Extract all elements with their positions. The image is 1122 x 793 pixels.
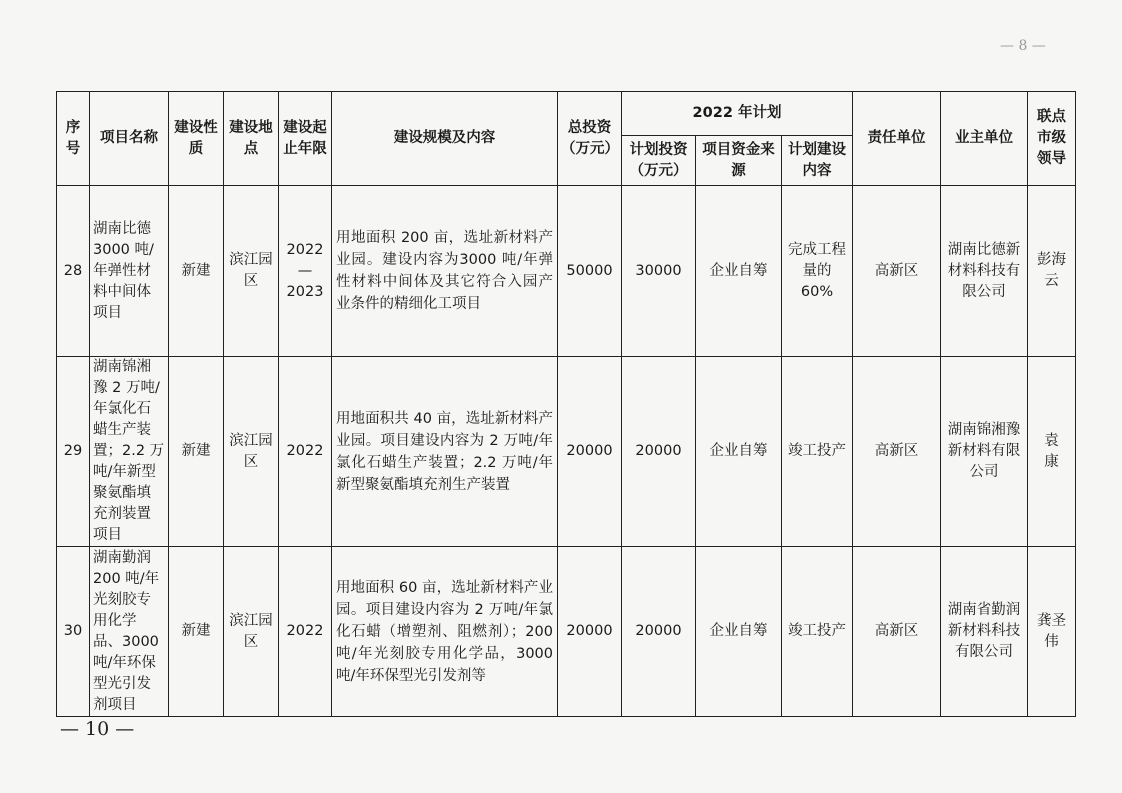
- row-location: 滨江园区: [224, 186, 279, 357]
- row-period: 2022—2023: [279, 186, 332, 357]
- page-number: — 10 —: [60, 718, 135, 740]
- header-plan-2022: 2022 年计划: [622, 92, 853, 136]
- header-fund-source: 项目资金来源: [696, 136, 782, 186]
- row-name: 湖南比德3000 吨/年弹性材料中间体项目: [90, 186, 169, 357]
- row-leader: 龚圣伟: [1028, 547, 1076, 717]
- row-total: 20000: [558, 547, 622, 717]
- header-plan-content: 计划建设内容: [782, 136, 853, 186]
- header-nature: 建设性质: [169, 92, 224, 186]
- row-fund-source: 企业自筹: [696, 186, 782, 357]
- project-table: [56, 91, 1076, 717]
- row-owner-unit: 湖南比德新材料科技有限公司: [941, 186, 1028, 357]
- row-resp-unit: 高新区: [853, 357, 941, 547]
- row-plan-invest: 20000: [622, 357, 696, 547]
- row-nature: 新建: [169, 547, 224, 717]
- row-plan-content: 竣工投产: [782, 357, 853, 547]
- row-scope: 用地面积 60 亩，选址新材料产业园。项目建设内容为 2 万吨/年氯化石蜡（增塑剂、阻燃剂）；200 吨/年光刻胶专用化学品，3000 吨/年环保型光引发剂等: [332, 547, 558, 717]
- row-fund-source: 企业自筹: [696, 547, 782, 717]
- row-name: 湖南勤润200 吨/年光刻胶专用化学品、3000 吨/年环保型光引发剂项目: [90, 547, 169, 717]
- header-name: 项目名称: [90, 92, 169, 186]
- header-resp-unit: 责任单位: [853, 92, 941, 186]
- row-seq: 28: [57, 186, 90, 357]
- row-seq: 29: [57, 357, 90, 547]
- header-owner-unit: 业主单位: [941, 92, 1028, 186]
- row-leader: 袁 康: [1028, 357, 1076, 547]
- row-nature: 新建: [169, 357, 224, 547]
- row-owner-unit: 湖南锦湘豫新材料有限公司: [941, 357, 1028, 547]
- row-leader: 彭海云: [1028, 186, 1076, 357]
- page-mark: — 8 —: [1000, 38, 1046, 54]
- row-total: 50000: [558, 186, 622, 357]
- table-row: [57, 547, 1076, 717]
- row-plan-invest: 30000: [622, 186, 696, 357]
- row-period: 2022: [279, 547, 332, 717]
- row-nature: 新建: [169, 186, 224, 357]
- header-plan-invest: 计划投资（万元）: [622, 136, 696, 186]
- header-seq: 序号: [57, 92, 90, 186]
- row-fund-source: 企业自筹: [696, 357, 782, 547]
- row-location: 滨江园区: [224, 357, 279, 547]
- row-plan-content: 竣工投产: [782, 547, 853, 717]
- header-location: 建设地点: [224, 92, 279, 186]
- row-resp-unit: 高新区: [853, 186, 941, 357]
- row-period: 2022: [279, 357, 332, 547]
- table-row: [57, 186, 1076, 357]
- row-plan-invest: 20000: [622, 547, 696, 717]
- row-total: 20000: [558, 357, 622, 547]
- row-owner-unit: 湖南省勤润新材料科技有限公司: [941, 547, 1028, 717]
- header-leader: 联点市级领导: [1028, 92, 1076, 186]
- row-resp-unit: 高新区: [853, 547, 941, 717]
- row-location: 滨江园区: [224, 547, 279, 717]
- header-scope: 建设规模及内容: [332, 92, 558, 186]
- row-scope: 用地面积共 40 亩，选址新材料产业园。项目建设内容为 2 万吨/年氯化石蜡生产装置；2.2 万吨/年新型聚氨酯填充剂生产装置: [332, 357, 558, 547]
- row-name: 湖南锦湘豫 2 万吨/年氯化石蜡生产装置；2.2 万吨/年新型聚氨酯填充剂装置项目: [90, 357, 169, 547]
- header-total: 总投资（万元）: [558, 92, 622, 186]
- row-seq: 30: [57, 547, 90, 717]
- header-period: 建设起止年限: [279, 92, 332, 186]
- table-row: [57, 357, 1076, 547]
- row-plan-content: 完成工程量的 60%: [782, 186, 853, 357]
- row-scope: 用地面积 200 亩，选址新材料产业园。建设内容为3000 吨/年弹性材料中间体及其它符合入园产业条件的精细化工项目: [332, 186, 558, 357]
